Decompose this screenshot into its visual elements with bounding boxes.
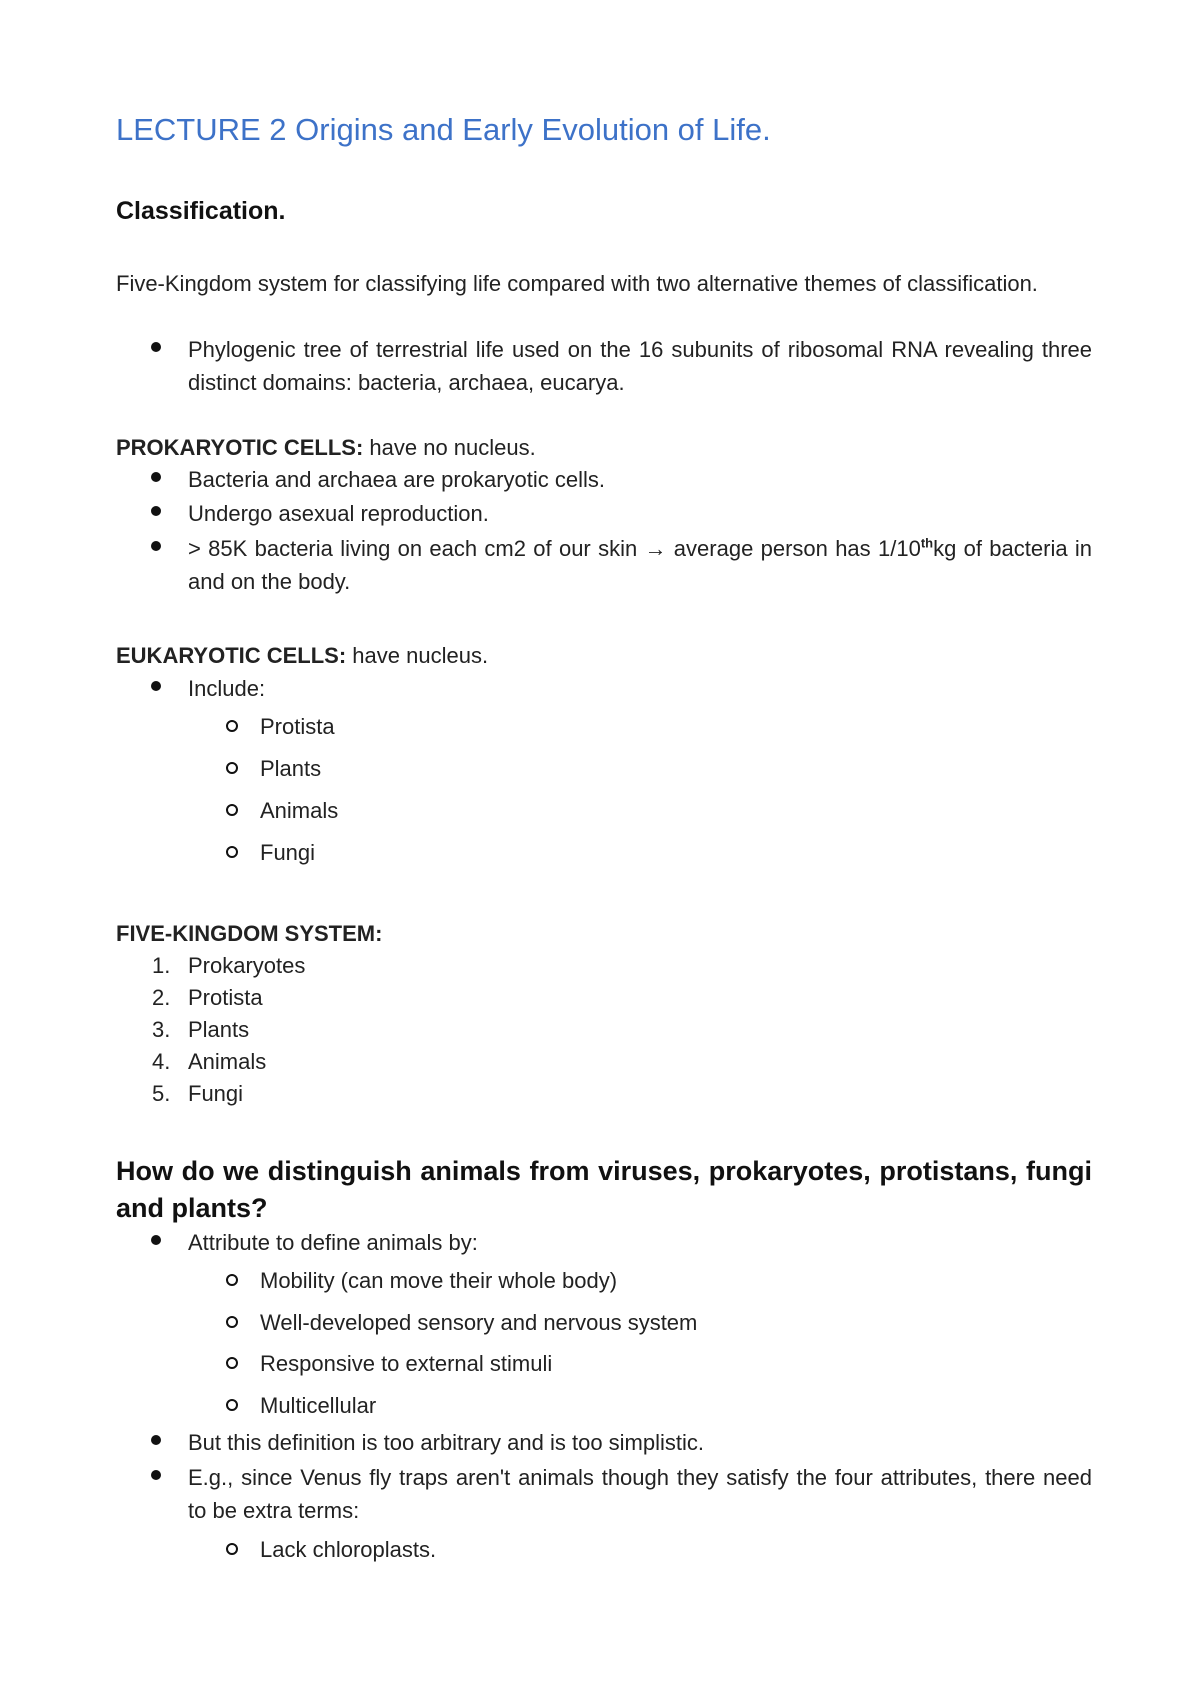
bullet-dot-icon (151, 681, 161, 691)
prokaryotic-bullet-1: Bacteria and archaea are prokaryotic cells. (188, 467, 605, 492)
include-bullet: Include: (188, 676, 266, 701)
kingdom-item: Protista (188, 985, 263, 1010)
bullet-circle-icon (226, 1543, 238, 1555)
bullet-dot-icon (151, 342, 161, 352)
classification-heading: Classification. (116, 197, 286, 225)
eukaryotic-heading (116, 640, 488, 672)
attribute-item: Multicellular (260, 1393, 377, 1418)
list-number: 4. (152, 1049, 171, 1074)
prokaryotic-desc: have no nucleus. (363, 435, 536, 460)
eukaryote-item: Plants (260, 756, 322, 781)
extra-item: Lack chloroplasts. (260, 1537, 437, 1562)
bullet-circle-icon (226, 762, 238, 774)
bullet-circle-icon (226, 1357, 238, 1369)
attribute-intro: Attribute to define animals by: (188, 1230, 478, 1255)
kingdom-item: Fungi (188, 1081, 244, 1106)
attribute-item: Mobility (can move their whole body) (260, 1268, 618, 1293)
prokaryotic-heading (116, 432, 536, 464)
eukaryote-item: Animals (260, 798, 339, 823)
bullet-dot-icon (151, 1435, 161, 1445)
list-number: 5. (152, 1081, 171, 1106)
eukaryotic-label: EUKARYOTIC CELLS: (116, 643, 347, 668)
kingdom-item: Prokaryotes (188, 953, 306, 978)
bullet-dot-icon (151, 1470, 161, 1480)
bullet-circle-icon (226, 1274, 238, 1286)
arbitrary-bullet: But this definition is too arbitrary and is too simplistic. (188, 1430, 705, 1455)
kingdom-item: Plants (188, 1017, 250, 1042)
page-title: LECTURE 2 Origins and Early Evolution of Life. (116, 112, 771, 147)
classification-intro: Five-Kingdom system for classifying life compared with two alternative themes of classification. (116, 271, 1038, 296)
eukaryote-item: Protista (260, 714, 335, 739)
distinguish-question: How do we distinguish animals from viruses, prokaryotes, protistans, fungi and plants? (116, 1156, 1092, 1223)
eukaryotic-desc: have nucleus. (346, 643, 489, 668)
five-kingdom-label: FIVE-KINGDOM SYSTEM: (116, 921, 383, 946)
phylogenic-bullet: Phylogenic tree of terrestrial life used on the 16 subunits of ribosomal RNA revealing three distinct domains: bacteria, archaea, eucarya. (188, 337, 1092, 395)
skin-text-2: average person has 1/10 (666, 536, 921, 561)
prokaryotic-bullet-2: Undergo asexual reproduction. (188, 501, 489, 526)
prokaryotic-bullet-3 (188, 532, 1092, 598)
bullet-dot-icon (151, 541, 161, 551)
bullet-circle-icon (226, 1399, 238, 1411)
skin-text-1: > 85K bacteria living on each cm2 of our skin (188, 536, 645, 561)
prokaryotic-label: PROKARYOTIC CELLS: (116, 435, 364, 460)
attribute-item: Responsive to external stimuli (260, 1351, 553, 1376)
five-kingdom-heading (116, 918, 382, 950)
bullet-circle-icon (226, 804, 238, 816)
list-number: 3. (152, 1017, 171, 1042)
eukaryote-item: Fungi (260, 840, 316, 865)
bullet-circle-icon (226, 720, 238, 732)
skin-text-3: kg of bacteria in and on the body. (188, 536, 1092, 594)
bullet-dot-icon (151, 506, 161, 516)
venus-bullet: E.g., since Venus fly traps aren't animals though they satisfy the four attributes, there need to be extra terms: (188, 1465, 1092, 1523)
arrow-right-icon: → (644, 536, 667, 561)
list-number: 1. (152, 953, 171, 978)
attribute-item: Well-developed sensory and nervous system (260, 1310, 698, 1335)
list-number: 2. (152, 985, 171, 1010)
bullet-dot-icon (151, 1235, 161, 1245)
bullet-circle-icon (226, 1316, 238, 1328)
bullet-circle-icon (226, 846, 238, 858)
superscript-th: th (920, 535, 934, 551)
kingdom-item: Animals (188, 1049, 267, 1074)
bullet-dot-icon (151, 472, 161, 482)
